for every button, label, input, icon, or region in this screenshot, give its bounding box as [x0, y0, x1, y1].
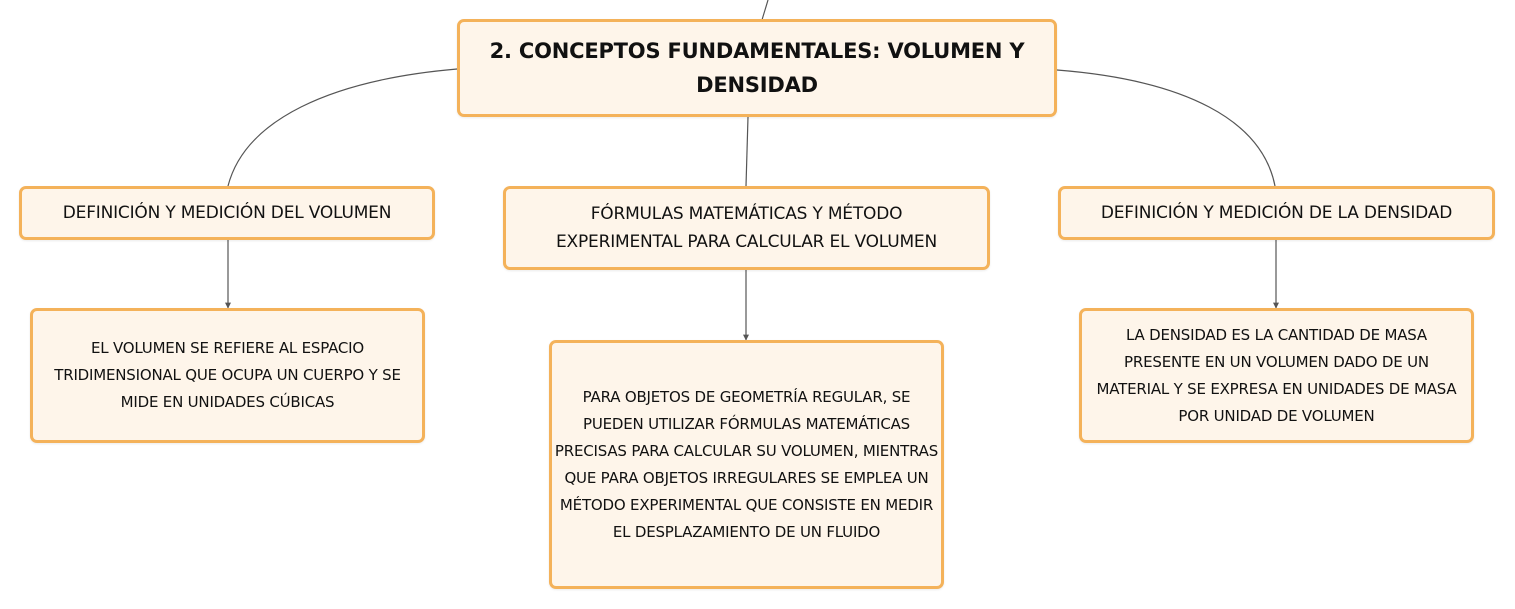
subtopic-node-density-definition[interactable] [1058, 186, 1495, 240]
detail-node-density[interactable] [1079, 308, 1474, 443]
connector-root-to-density [1057, 70, 1275, 186]
subtopic-node-volume-formulas[interactable] [503, 186, 990, 270]
connector-root-to-volume [228, 69, 457, 186]
subtopic-node-volume-definition[interactable] [19, 186, 435, 240]
detail-node-formulas[interactable] [549, 340, 944, 589]
detail-node-volume[interactable] [30, 308, 425, 443]
detail-text: LA DENSIDAD ES LA CANTIDAD DE MASA PRESENTE EN UN VOLUMEN DADO DE UN MATERIAL Y SE EXPRESA EN UNIDADES DE MASA POR UNIDAD DE VOLUMEN [1096, 325, 1457, 425]
subtopic-title: DEFINICIÓN Y MEDICIÓN DEL VOLUMEN [62, 203, 392, 223]
subtopic-title: DEFINICIÓN Y MEDICIÓN DE LA DENSIDAD [1100, 203, 1453, 223]
subtopic-title: FÓRMULAS MATEMÁTICAS Y MÉTODO EXPERIMENTAL PARA CALCULAR EL VOLUMEN [556, 204, 937, 252]
detail-text: EL VOLUMEN SE REFIERE AL ESPACIO TRIDIMENSIONAL QUE OCUPA UN CUERPO Y SE MIDE EN UNIDADES CÚBICAS [54, 339, 401, 411]
connector-root-to-formulas [746, 117, 748, 186]
root-topic-node[interactable] [457, 19, 1057, 117]
root-topic-title: 2. CONCEPTOS FUNDAMENTALES: VOLUMEN Y DENSIDAD [489, 39, 1025, 97]
connector-parent-to-root [762, 0, 768, 20]
detail-text: PARA OBJETOS DE GEOMETRÍA REGULAR, SE PUEDEN UTILIZAR FÓRMULAS MATEMÁTICAS PRECISAS PARA CALCULAR SU VOLUMEN, MIENTRAS QUE PARA OBJETOS IRREGULARES SE EMPLEA UN MÉTODO EXPERIMENTAL QUE CONSISTE EN MEDIR EL DESPLAZAMIENTO DE UN FLUIDO [554, 387, 939, 541]
